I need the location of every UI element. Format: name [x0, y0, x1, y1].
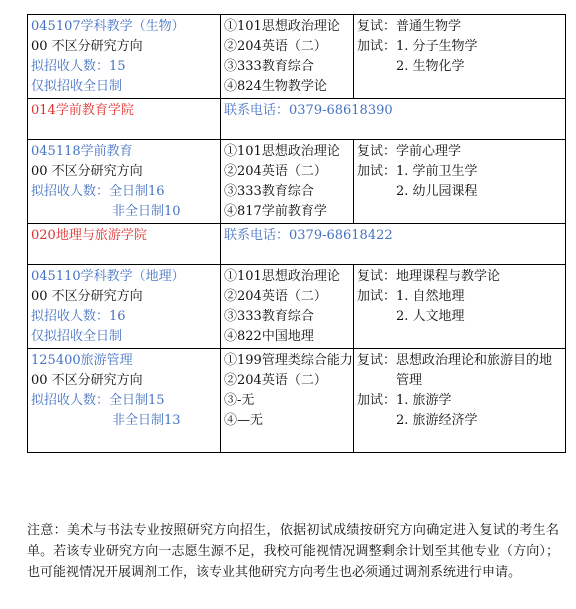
college-name-cell [28, 99, 221, 140]
exam-subject: ③333教育综合 [224, 59, 314, 74]
extra-test-item: 1. 学前卫生学 [396, 164, 478, 179]
exam-subject: ④824生物教学论 [224, 79, 327, 94]
enroll-count: 拟招收人数：16 [31, 309, 126, 324]
exam-subject: ④817学前教育学 [224, 204, 327, 219]
program-info-cell [28, 349, 221, 453]
college-phone: 联系电话：0379-68618390 [224, 103, 393, 118]
footnote-text: 注意：美术与书法专业按照研究方向招生，依据初试成绩按研究方向确定进入复试的考生名单。若该专业研究方向一志愿生源不足，我校可能视情况调整剩余计划至其他专业（方向）；也可能视情况开展调剂工作，该专业其他研究方向考生也必须通过调剂系统进行申请。 [27, 523, 559, 580]
program-direction: 00 不区分研究方向 [31, 289, 143, 304]
retest-cell [354, 349, 566, 453]
program-code-name: 045118学前教育 [31, 144, 133, 159]
table-row [28, 265, 566, 349]
exam-subjects-cell [221, 140, 354, 224]
exam-subject: ②204英语（二） [224, 39, 327, 54]
enroll-count: 拟招收人数：全日制15 [31, 393, 165, 408]
program-direction: 00 不区分研究方向 [31, 39, 143, 54]
program-code-name: 125400旅游管理 [31, 353, 133, 368]
admissions-catalog-table [27, 14, 566, 453]
college-name: 020地理与旅游学院 [31, 228, 147, 243]
retest-subject: 复试：学前心理学 [357, 144, 462, 159]
table-row [28, 140, 566, 224]
exam-subject: ③-无 [224, 393, 255, 408]
exam-subject: ②204英语（二） [224, 289, 327, 304]
program-info-cell [28, 265, 221, 349]
program-code-name: 045107学科教学（生物） [31, 19, 185, 34]
program-direction: 00 不区分研究方向 [31, 373, 143, 388]
exam-subject: ②204英语（二） [224, 164, 327, 179]
extra-test-label: 加试： [357, 393, 397, 408]
enroll-note: 非全日制10 [112, 204, 181, 219]
extra-test-label: 加试： [357, 39, 397, 54]
enroll-note: 非全日制13 [112, 413, 181, 428]
extra-test-item: 1. 分子生物学 [396, 39, 478, 54]
enroll-note: 仅拟招收全日制 [31, 79, 123, 94]
extra-test-item: 2. 旅游经济学 [396, 413, 478, 428]
table-row [28, 224, 566, 265]
extra-test-label: 加试： [357, 164, 397, 179]
program-direction: 00 不区分研究方向 [31, 164, 143, 179]
exam-subject: ③333教育综合 [224, 184, 314, 199]
exam-subject: ①101思想政治理论 [224, 19, 340, 34]
extra-test-label: 加试： [357, 289, 397, 304]
retest-cell [354, 15, 566, 99]
enroll-count: 拟招收人数：全日制16 [31, 184, 165, 199]
exam-subject: ①101思想政治理论 [224, 144, 340, 159]
enroll-note: 仅拟招收全日制 [31, 329, 123, 344]
retest-cell [354, 140, 566, 224]
exam-subject: ①101思想政治理论 [224, 269, 340, 284]
college-phone-cell [221, 224, 566, 265]
exam-subjects-cell [221, 349, 354, 453]
program-info-cell [28, 140, 221, 224]
exam-subject: ④—无 [224, 413, 264, 428]
extra-test-item: 2. 人文地理 [396, 309, 465, 324]
exam-subject: ②204英语（二） [224, 373, 327, 388]
program-code-name: 045110学科教学（地理） [31, 269, 185, 284]
college-name: 014学前教育学院 [31, 103, 134, 118]
extra-test-item: 1. 自然地理 [396, 289, 465, 304]
extra-test-item: 2. 生物化学 [396, 59, 465, 74]
exam-subjects-cell [221, 15, 354, 99]
retest-subject: 复试：地理课程与教学论 [357, 269, 501, 284]
retest-subject: 复试：思想政治理论和旅游目的地管理 [357, 353, 553, 388]
table-row [28, 15, 566, 99]
retest-subject: 复试：普通生物学 [357, 19, 462, 34]
college-phone: 联系电话：0379-68618422 [224, 228, 393, 243]
exam-subject: ①199管理类综合能力 [224, 353, 353, 368]
exam-subject: ④822中国地理 [224, 329, 314, 344]
college-phone-cell [221, 99, 566, 140]
exam-subjects-cell [221, 265, 354, 349]
college-name-cell [28, 224, 221, 265]
exam-subject: ③333教育综合 [224, 309, 314, 324]
extra-test-item: 2. 幼儿园课程 [396, 184, 478, 199]
extra-test-item: 1. 旅游学 [396, 393, 452, 408]
table-row [28, 349, 566, 453]
table-row [28, 99, 566, 140]
enroll-count: 拟招收人数：15 [31, 59, 126, 74]
retest-cell [354, 265, 566, 349]
program-info-cell [28, 15, 221, 99]
